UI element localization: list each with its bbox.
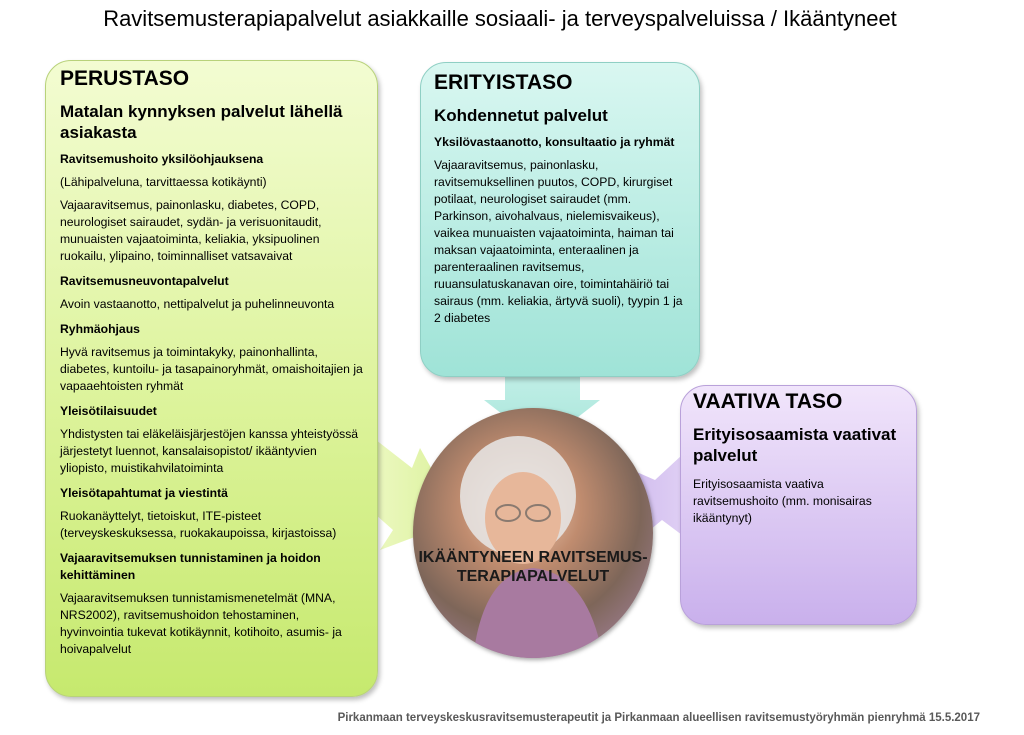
erityistaso-text: Vajaaravitsemus, painonlasku, ravitsemuksellinen puutos, COPD, kirurgiset potilaat, neurologiset sairaudet (mm. Parkinson, aivohalvaus, nielemisvaikeus), vaikea munuaisten vajaatoiminta, haiman tai maksan vajaatoiminta, enteraalinen ja parenteraalinen ravitsemus, ruuansulatuskanavan oire, toimintahäiriö tai sairaus (mm. keliakia, ärtyvä suoli), tyypin 1 ja 2 diabetes bbox=[434, 158, 683, 325]
center-label: IKÄÄNTYNEEN RAVITSEMUS-TERAPIAPALVELUT bbox=[418, 549, 648, 585]
perustaso-section-text: Vajaaravitsemus, painonlasku, diabetes, COPD, neurologiset sairaudet, sydän- ja verisuonitaudit, munuaisten vajaatoiminta, keliakia, yksipuolinen ruokailu, ylipaino, toiminnalliset vatsavaivat bbox=[60, 198, 322, 263]
perustaso-subheading: Matalan kynnyksen palvelut lähellä asiakasta bbox=[60, 102, 343, 142]
erityistaso-subheading: Kohdennetut palvelut bbox=[434, 106, 608, 125]
vaativa-text: Erityisosaamista vaativa ravitsemushoito (mm. monisairas ikääntynyt) bbox=[693, 477, 872, 525]
perustaso-section-title: Yleisötapahtumat ja viestintä bbox=[60, 486, 228, 500]
erityistaso-box bbox=[420, 62, 700, 377]
perustaso-section-title: Ravitsemushoito yksilöohjauksena bbox=[60, 152, 264, 166]
perustaso-heading: PERUSTASO bbox=[60, 67, 190, 90]
erityistaso-heading: ERITYISTASO bbox=[434, 71, 573, 94]
perustaso-section-title: Ravitsemusneuvontapalvelut bbox=[60, 274, 229, 288]
perustaso-section-text: Hyvä ravitsemus ja toimintakyky, painonhallinta, diabetes, kuntoilu- ja tasapainoryhmät, omaishoitajien ja vapaaehtoisten ryhmät bbox=[60, 345, 363, 393]
perustaso-section-text: Yhdistysten tai eläkeläisjärjestöjen kanssa yhteistyössä järjestetyt luennot, kansalaisopistot/ ikääntyvien yliopisto, muistikahvilatoiminta bbox=[60, 427, 359, 475]
page-title: Ravitsemusterapiapalvelut asiakkaille sosiaali- ja terveyspalveluissa / Ikääntyneet bbox=[103, 6, 897, 31]
vaativa-box bbox=[680, 385, 917, 625]
perustaso-section-text: Avoin vastaanotto, nettipalvelut ja puhelinneuvonta bbox=[60, 297, 335, 311]
footer-credit: Pirkanmaan terveyskeskusravitsemusterapeutit ja Pirkanmaan alueellisen ravitsemustyöryhmän pienryhmä 15.5.2017 bbox=[337, 712, 980, 724]
erityistaso-section-title: Yksilövastaanotto, konsultaatio ja ryhmät bbox=[434, 135, 675, 149]
perustaso-section-title: Vajaaravitsemuksen tunnistaminen ja hoidon kehittäminen bbox=[60, 551, 321, 582]
perustaso-box bbox=[45, 60, 378, 697]
perustaso-section-text: (Lähipalveluna, tarvittaessa kotikäynti) bbox=[60, 175, 267, 189]
elderly-person-illustration bbox=[413, 408, 653, 658]
perustaso-section-title: Ryhmäohjaus bbox=[60, 322, 140, 336]
perustaso-section-title: Yleisötilaisuudet bbox=[60, 404, 157, 418]
vaativa-heading: VAATIVA TASO bbox=[693, 390, 843, 413]
center-photo-circle bbox=[413, 408, 653, 658]
perustaso-section-text: Ruokanäyttelyt, tietoiskut, ITE-pisteet (terveyskeskuksessa, ruokakaupoissa, kirjastoissa) bbox=[60, 509, 337, 540]
perustaso-section-text: Vajaaravitsemuksen tunnistamismenetelmät (MNA, NRS2002), ravitsemushoidon tehostaminen, hyvinvointia tukevat kotikäynnit, kotihoito, asumis- ja hoivapalvelut bbox=[60, 591, 342, 656]
vaativa-subheading: Erityisosaamista vaativat palvelut bbox=[693, 425, 897, 465]
